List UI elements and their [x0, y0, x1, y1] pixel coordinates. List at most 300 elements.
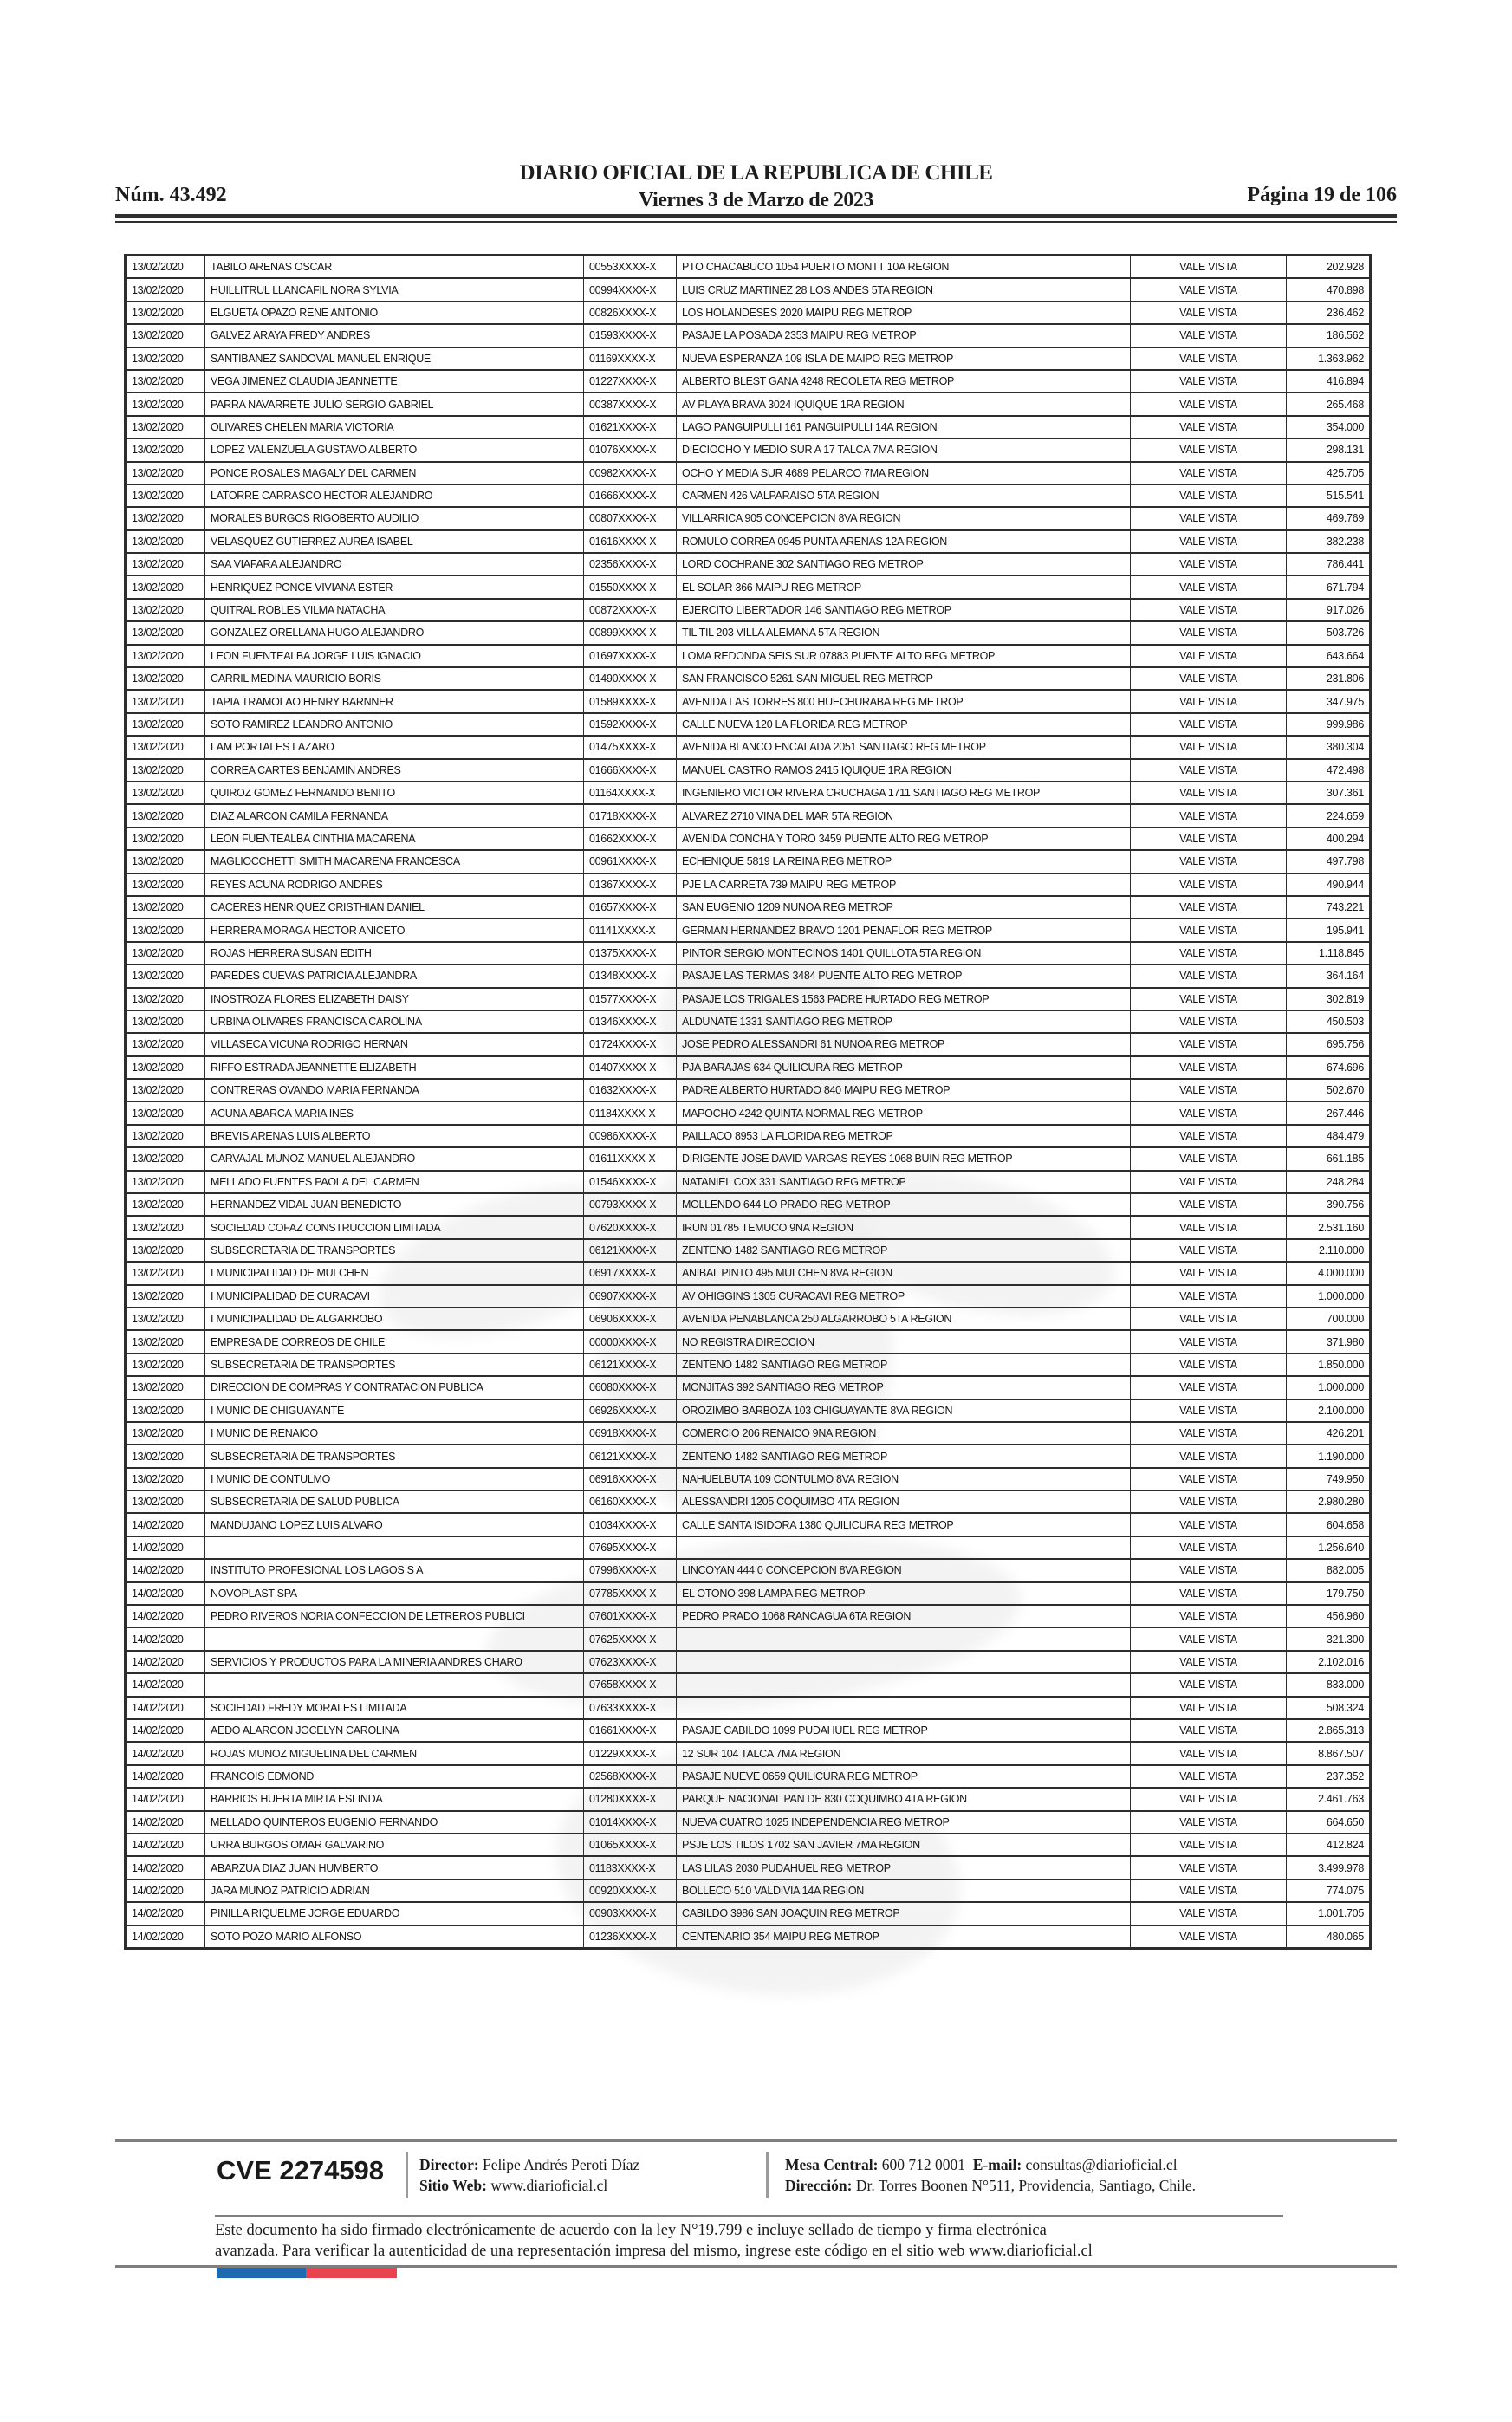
table-row: [126, 462, 1371, 484]
mesa-central-value: 600 712 0001: [881, 2156, 966, 2173]
table-row: [126, 1079, 1371, 1101]
cell-rut: 00826XXXX-X: [584, 302, 677, 324]
cell-name: SERVICIOS Y PRODUCTOS PARA LA MINERIA ANDRES CHARO: [205, 1651, 584, 1673]
cell-amount: 237.352: [1287, 1765, 1371, 1788]
cell-name: CACERES HENRIQUEZ CRISTHIAN DANIEL: [205, 896, 584, 919]
cell-name: INSTITUTO PROFESIONAL LOS LAGOS S A: [205, 1559, 584, 1581]
cell-address: [677, 1697, 1131, 1719]
cell-name: PEDRO RIVEROS NORIA CONFECCION DE LETREROS PUBLICI: [205, 1605, 584, 1627]
cell-address: [677, 1627, 1131, 1650]
cell-name: I MUNIC DE CHIGUAYANTE: [205, 1399, 584, 1422]
table-row: [126, 1285, 1371, 1308]
cell-name: OLIVARES CHELEN MARIA VICTORIA: [205, 416, 584, 438]
cell-name: VELASQUEZ GUTIERREZ AUREA ISABEL: [205, 530, 584, 553]
cell-amount: 265.468: [1287, 393, 1371, 415]
cell-date: 13/02/2020: [126, 438, 205, 461]
table-row: [126, 1033, 1371, 1055]
cell-address: IRUN 01785 TEMUCO 9NA REGION: [677, 1216, 1131, 1238]
cell-amount: 833.000: [1287, 1673, 1371, 1696]
cell-address: NO REGISTRA DIRECCION: [677, 1330, 1131, 1353]
cell-date: 14/02/2020: [126, 1536, 205, 1559]
chile-flag-bar: [217, 2268, 397, 2278]
cell-address: NATANIEL COX 331 SANTIAGO REG METROP: [677, 1171, 1131, 1193]
cell-name: HERNANDEZ VIDAL JUAN BENEDICTO: [205, 1193, 584, 1216]
cell-name: EMPRESA DE CORREOS DE CHILE: [205, 1330, 584, 1353]
cell-rut: 01141XXXX-X: [584, 919, 677, 941]
cell-amount: 364.164: [1287, 964, 1371, 987]
cell-doc-type: VALE VISTA: [1131, 507, 1287, 529]
cell-address: SAN FRANCISCO 5261 SAN MIGUEL REG METROP: [677, 667, 1131, 690]
cell-amount: 1.850.000: [1287, 1354, 1371, 1376]
cell-name: VILLASECA VICUNA RODRIGO HERNAN: [205, 1033, 584, 1055]
cell-date: 13/02/2020: [126, 1308, 205, 1330]
cell-date: 13/02/2020: [126, 759, 205, 782]
cell-date: 14/02/2020: [126, 1788, 205, 1810]
table-row: [126, 1056, 1371, 1079]
cell-name: I MUNIC DE CONTULMO: [205, 1468, 584, 1490]
cell-doc-type: VALE VISTA: [1131, 1422, 1287, 1445]
cell-amount: 416.894: [1287, 370, 1371, 393]
cell-doc-type: VALE VISTA: [1131, 1125, 1287, 1147]
cell-amount: 2.100.000: [1287, 1399, 1371, 1422]
cell-rut: 01632XXXX-X: [584, 1079, 677, 1101]
issue-number: Núm. 43.492: [115, 184, 227, 206]
cell-rut: 01475XXXX-X: [584, 736, 677, 758]
cell-date: 13/02/2020: [126, 1056, 205, 1079]
cell-rut: 02568XXXX-X: [584, 1765, 677, 1788]
cell-date: 13/02/2020: [126, 850, 205, 873]
cell-address: AV OHIGGINS 1305 CURACAVI REG METROP: [677, 1285, 1131, 1308]
table-row: [126, 1742, 1371, 1764]
cell-amount: 470.898: [1287, 278, 1371, 301]
cell-rut: 00920XXXX-X: [584, 1880, 677, 1902]
cell-date: 13/02/2020: [126, 873, 205, 896]
cell-amount: 502.670: [1287, 1079, 1371, 1101]
cell-address: LINCOYAN 444 0 CONCEPCION 8VA REGION: [677, 1559, 1131, 1581]
mesa-central-line: [785, 2154, 1196, 2175]
cell-doc-type: VALE VISTA: [1131, 1902, 1287, 1925]
cell-rut: 00903XXXX-X: [584, 1902, 677, 1925]
cell-name: SUBSECRETARIA DE SALUD PUBLICA: [205, 1490, 584, 1513]
cell-rut: 01169XXXX-X: [584, 347, 677, 370]
cell-rut: 06121XXXX-X: [584, 1354, 677, 1376]
cell-date: 13/02/2020: [126, 988, 205, 1010]
cell-address: BOLLECO 510 VALDIVIA 14A REGION: [677, 1880, 1131, 1902]
cell-amount: 236.462: [1287, 302, 1371, 324]
table-row: [126, 575, 1371, 598]
cell-rut: 01236XXXX-X: [584, 1925, 677, 1949]
cell-rut: 06080XXXX-X: [584, 1376, 677, 1399]
cell-date: 13/02/2020: [126, 1445, 205, 1467]
cell-amount: 1.001.705: [1287, 1902, 1371, 1925]
cell-rut: 00553XXXX-X: [584, 256, 677, 279]
cell-address: CENTENARIO 354 MAIPU REG METROP: [677, 1925, 1131, 1949]
cell-amount: 497.798: [1287, 850, 1371, 873]
cell-date: 13/02/2020: [126, 1422, 205, 1445]
cell-address: ZENTENO 1482 SANTIAGO REG METROP: [677, 1354, 1131, 1376]
table-row: [126, 713, 1371, 736]
cell-doc-type: VALE VISTA: [1131, 1559, 1287, 1581]
cell-amount: 412.824: [1287, 1834, 1371, 1856]
cell-rut: 01589XXXX-X: [584, 690, 677, 712]
direccion-value: Dr. Torres Boonen N°511, Providencia, Santiago, Chile.: [855, 2177, 1196, 2194]
cell-doc-type: VALE VISTA: [1131, 896, 1287, 919]
table-row: [126, 988, 1371, 1010]
cell-doc-type: VALE VISTA: [1131, 645, 1287, 667]
cell-address: LAGO PANGUIPULLI 161 PANGUIPULLI 14A REGION: [677, 416, 1131, 438]
cell-rut: 01661XXXX-X: [584, 1719, 677, 1742]
cell-doc-type: VALE VISTA: [1131, 1101, 1287, 1124]
cell-doc-type: VALE VISTA: [1131, 690, 1287, 712]
cell-doc-type: VALE VISTA: [1131, 1330, 1287, 1353]
cell-date: 13/02/2020: [126, 667, 205, 690]
cell-name: PINILLA RIQUELME JORGE EDUARDO: [205, 1902, 584, 1925]
cell-rut: 07633XXXX-X: [584, 1697, 677, 1719]
cell-rut: 01621XXXX-X: [584, 416, 677, 438]
cell-amount: 400.294: [1287, 828, 1371, 850]
cell-doc-type: VALE VISTA: [1131, 599, 1287, 621]
cell-amount: 774.075: [1287, 1880, 1371, 1902]
cell-doc-type: VALE VISTA: [1131, 438, 1287, 461]
cell-doc-type: VALE VISTA: [1131, 1627, 1287, 1650]
cell-doc-type: VALE VISTA: [1131, 713, 1287, 736]
table-row: [126, 896, 1371, 919]
cell-date: 13/02/2020: [126, 690, 205, 712]
cell-date: 13/02/2020: [126, 1216, 205, 1238]
table-row: [126, 645, 1371, 667]
cell-date: 13/02/2020: [126, 393, 205, 415]
cell-doc-type: VALE VISTA: [1131, 850, 1287, 873]
table-row: [126, 804, 1371, 827]
cell-doc-type: VALE VISTA: [1131, 621, 1287, 644]
cell-rut: 01348XXXX-X: [584, 964, 677, 987]
footer-divider: [406, 2152, 408, 2198]
cell-doc-type: VALE VISTA: [1131, 782, 1287, 804]
table-row: [126, 278, 1371, 301]
cell-name: VEGA JIMENEZ CLAUDIA JEANNETTE: [205, 370, 584, 393]
cell-amount: 786.441: [1287, 553, 1371, 575]
table-row: [126, 667, 1371, 690]
cell-amount: 4.000.000: [1287, 1262, 1371, 1284]
cell-name: ACUNA ABARCA MARIA INES: [205, 1101, 584, 1124]
table-row: [126, 507, 1371, 529]
table-row: [126, 736, 1371, 758]
cell-name: MAGLIOCCHETTI SMITH MACARENA FRANCESCA: [205, 850, 584, 873]
cell-address: AVENIDA LAS TORRES 800 HUECHURABA REG METROP: [677, 690, 1131, 712]
cell-date: 14/02/2020: [126, 1902, 205, 1925]
cell-date: 13/02/2020: [126, 553, 205, 575]
cell-rut: 01666XXXX-X: [584, 759, 677, 782]
cell-doc-type: VALE VISTA: [1131, 278, 1287, 301]
cell-address: NUEVA ESPERANZA 109 ISLA DE MAIPO REG METROP: [677, 347, 1131, 370]
table-row: [126, 1765, 1371, 1788]
table-row: [126, 942, 1371, 964]
cell-name: HENRIQUEZ PONCE VIVIANA ESTER: [205, 575, 584, 598]
cell-rut: 01229XXXX-X: [584, 1742, 677, 1764]
cell-date: 13/02/2020: [126, 1376, 205, 1399]
cell-amount: 248.284: [1287, 1171, 1371, 1193]
cell-address: PASAJE LAS TERMAS 3484 PUENTE ALTO REG METROP: [677, 964, 1131, 987]
cell-date: 13/02/2020: [126, 621, 205, 644]
cell-address: PAILLACO 8953 LA FLORIDA REG METROP: [677, 1125, 1131, 1147]
cell-date: 14/02/2020: [126, 1697, 205, 1719]
cell-doc-type: VALE VISTA: [1131, 1880, 1287, 1902]
cell-rut: 07601XXXX-X: [584, 1605, 677, 1627]
table-row: [126, 393, 1371, 415]
cell-amount: 3.499.978: [1287, 1856, 1371, 1879]
direccion-label: Dirección:: [785, 2177, 853, 2194]
cell-name: MORALES BURGOS RIGOBERTO AUDILIO: [205, 507, 584, 529]
cell-name: [205, 1627, 584, 1650]
table-row: [126, 302, 1371, 324]
table-row: [126, 1330, 1371, 1353]
cell-name: QUIROZ GOMEZ FERNANDO BENITO: [205, 782, 584, 804]
cell-doc-type: VALE VISTA: [1131, 1925, 1287, 1949]
cell-date: 13/02/2020: [126, 713, 205, 736]
table-row: [126, 1902, 1371, 1925]
cell-doc-type: VALE VISTA: [1131, 1765, 1287, 1788]
cell-address: JOSE PEDRO ALESSANDRI 61 NUNOA REG METROP: [677, 1033, 1131, 1055]
table-row: [126, 1399, 1371, 1422]
cell-date: 13/02/2020: [126, 530, 205, 553]
cell-rut: 00387XXXX-X: [584, 393, 677, 415]
table-row: [126, 370, 1371, 393]
cell-rut: 06906XXXX-X: [584, 1308, 677, 1330]
cell-doc-type: VALE VISTA: [1131, 370, 1287, 393]
cell-address: LORD COCHRANE 302 SANTIAGO REG METROP: [677, 553, 1131, 575]
table-row: [126, 919, 1371, 941]
cell-rut: 02356XXXX-X: [584, 553, 677, 575]
cell-address: LUIS CRUZ MARTINEZ 28 LOS ANDES 5TA REGION: [677, 278, 1131, 301]
cell-rut: 00793XXXX-X: [584, 1193, 677, 1216]
cell-date: 13/02/2020: [126, 1490, 205, 1513]
cell-address: ECHENIQUE 5819 LA REINA REG METROP: [677, 850, 1131, 873]
page-title: DIARIO OFICIAL DE LA REPUBLICA DE CHILE: [519, 161, 993, 185]
cell-doc-type: VALE VISTA: [1131, 1171, 1287, 1193]
cell-name: ROJAS MUNOZ MIGUELINA DEL CARMEN: [205, 1742, 584, 1764]
table-row: [126, 1239, 1371, 1262]
cell-date: 13/02/2020: [126, 1354, 205, 1376]
cell-rut: 06918XXXX-X: [584, 1422, 677, 1445]
cell-name: GALVEZ ARAYA FREDY ANDRES: [205, 324, 584, 347]
header-rule-thin: [115, 221, 1397, 223]
cell-date: 13/02/2020: [126, 462, 205, 484]
cell-name: MANDUJANO LOPEZ LUIS ALVARO: [205, 1513, 584, 1536]
director-line: [419, 2154, 639, 2175]
cell-date: 14/02/2020: [126, 1627, 205, 1650]
table-row: [126, 484, 1371, 507]
cell-address: AVENIDA CONCHA Y TORO 3459 PUENTE ALTO REG METROP: [677, 828, 1131, 850]
cell-name: SOCIEDAD COFAZ CONSTRUCCION LIMITADA: [205, 1216, 584, 1238]
cell-doc-type: VALE VISTA: [1131, 462, 1287, 484]
cell-amount: 674.696: [1287, 1056, 1371, 1079]
table-row: [126, 1856, 1371, 1879]
cell-rut: 01592XXXX-X: [584, 713, 677, 736]
footer-director-block: [419, 2154, 639, 2196]
cell-rut: 00961XXXX-X: [584, 850, 677, 873]
cell-rut: 00982XXXX-X: [584, 462, 677, 484]
cell-date: 13/02/2020: [126, 1330, 205, 1353]
table-row: [126, 1559, 1371, 1581]
cell-doc-type: VALE VISTA: [1131, 416, 1287, 438]
cell-amount: 179.750: [1287, 1582, 1371, 1605]
cell-name: [205, 1536, 584, 1559]
cell-amount: 224.659: [1287, 804, 1371, 827]
table-row: [126, 1193, 1371, 1216]
cell-date: 13/02/2020: [126, 507, 205, 529]
table-row: [126, 1308, 1371, 1330]
cell-rut: 01657XXXX-X: [584, 896, 677, 919]
cell-address: MANUEL CASTRO RAMOS 2415 IQUIQUE 1RA REGION: [677, 759, 1131, 782]
cell-doc-type: VALE VISTA: [1131, 324, 1287, 347]
cell-amount: 1.363.962: [1287, 347, 1371, 370]
table-row: [126, 964, 1371, 987]
cell-rut: 07625XXXX-X: [584, 1627, 677, 1650]
cell-rut: 01666XXXX-X: [584, 484, 677, 507]
table-row: [126, 1010, 1371, 1033]
cell-name: CONTRERAS OVANDO MARIA FERNANDA: [205, 1079, 584, 1101]
cell-address: ALBERTO BLEST GANA 4248 RECOLETA REG METROP: [677, 370, 1131, 393]
table-row: [126, 1376, 1371, 1399]
cell-name: [205, 1673, 584, 1696]
cell-rut: 00000XXXX-X: [584, 1330, 677, 1353]
cell-address: PTO CHACABUCO 1054 PUERTO MONTT 10A REGION: [677, 256, 1131, 279]
cell-amount: 749.950: [1287, 1468, 1371, 1490]
cell-rut: 06160XXXX-X: [584, 1490, 677, 1513]
cell-name: SANTIBANEZ SANDOVAL MANUEL ENRIQUE: [205, 347, 584, 370]
cell-rut: 01407XXXX-X: [584, 1056, 677, 1079]
cell-name: CARVAJAL MUNOZ MANUEL ALEJANDRO: [205, 1147, 584, 1170]
cell-doc-type: VALE VISTA: [1131, 804, 1287, 827]
email-label: E-mail:: [972, 2156, 1022, 2173]
cell-rut: 01697XXXX-X: [584, 645, 677, 667]
header-rule-thick: [115, 214, 1397, 218]
cell-date: 13/02/2020: [126, 1239, 205, 1262]
cell-date: 14/02/2020: [126, 1880, 205, 1902]
cell-amount: 999.986: [1287, 713, 1371, 736]
cell-address: SAN EUGENIO 1209 NUNOA REG METROP: [677, 896, 1131, 919]
cell-doc-type: VALE VISTA: [1131, 736, 1287, 758]
cell-name: LOPEZ VALENZUELA GUSTAVO ALBERTO: [205, 438, 584, 461]
cell-rut: 01718XXXX-X: [584, 804, 677, 827]
cell-rut: 06121XXXX-X: [584, 1445, 677, 1467]
cell-rut: 01014XXXX-X: [584, 1811, 677, 1834]
table-row: [126, 347, 1371, 370]
sitio-web-label: Sitio Web:: [419, 2177, 487, 2194]
table-row: [126, 1125, 1371, 1147]
cell-amount: 2.980.280: [1287, 1490, 1371, 1513]
table-row: [126, 1490, 1371, 1513]
cell-name: MELLADO FUENTES PAOLA DEL CARMEN: [205, 1171, 584, 1193]
cell-address: EL SOLAR 366 MAIPU REG METROP: [677, 575, 1131, 598]
table-row: [126, 1101, 1371, 1124]
cell-name: PONCE ROSALES MAGALY DEL CARMEN: [205, 462, 584, 484]
cell-doc-type: VALE VISTA: [1131, 873, 1287, 896]
cell-doc-type: VALE VISTA: [1131, 1399, 1287, 1422]
cell-rut: 00807XXXX-X: [584, 507, 677, 529]
cell-name: SOTO POZO MARIO ALFONSO: [205, 1925, 584, 1949]
cell-rut: 01065XXXX-X: [584, 1834, 677, 1856]
cell-address: MAPOCHO 4242 QUINTA NORMAL REG METROP: [677, 1101, 1131, 1124]
cell-address: ALESSANDRI 1205 COQUIMBO 4TA REGION: [677, 1490, 1131, 1513]
cell-doc-type: VALE VISTA: [1131, 393, 1287, 415]
legal-line-2: avanzada. Para verificar la autenticidad de una representación impresa del mismo, ingrese este código en el sitio web www.diarioficial.cl: [215, 2243, 1093, 2260]
cell-address: NAHUELBUTA 109 CONTULMO 8VA REGION: [677, 1468, 1131, 1490]
cell-name: AEDO ALARCON JOCELYN CAROLINA: [205, 1719, 584, 1742]
cell-amount: 298.131: [1287, 438, 1371, 461]
cell-address: ALVAREZ 2710 VINA DEL MAR 5TA REGION: [677, 804, 1131, 827]
cell-rut: 01616XXXX-X: [584, 530, 677, 553]
direccion-line: [785, 2175, 1196, 2196]
cell-name: DIAZ ALARCON CAMILA FERNANDA: [205, 804, 584, 827]
cell-amount: 195.941: [1287, 919, 1371, 941]
cell-doc-type: VALE VISTA: [1131, 302, 1287, 324]
cell-address: PEDRO PRADO 1068 RANCAGUA 6TA REGION: [677, 1605, 1131, 1627]
cell-name: GONZALEZ ORELLANA HUGO ALEJANDRO: [205, 621, 584, 644]
cell-name: I MUNICIPALIDAD DE MULCHEN: [205, 1262, 584, 1284]
table-row: [126, 530, 1371, 553]
cell-name: BARRIOS HUERTA MIRTA ESLINDA: [205, 1788, 584, 1810]
cell-date: 13/02/2020: [126, 1262, 205, 1284]
cell-rut: 01367XXXX-X: [584, 873, 677, 896]
table-row: [126, 1719, 1371, 1742]
cell-doc-type: VALE VISTA: [1131, 1742, 1287, 1764]
cell-amount: 503.726: [1287, 621, 1371, 644]
cell-rut: 06917XXXX-X: [584, 1262, 677, 1284]
cell-date: 13/02/2020: [126, 484, 205, 507]
table-row: [126, 1445, 1371, 1467]
table-row: [126, 1422, 1371, 1445]
cell-date: 13/02/2020: [126, 347, 205, 370]
cell-doc-type: VALE VISTA: [1131, 1147, 1287, 1170]
cell-date: 13/02/2020: [126, 370, 205, 393]
cell-doc-type: VALE VISTA: [1131, 1079, 1287, 1101]
cell-doc-type: VALE VISTA: [1131, 1354, 1287, 1376]
cell-address: OROZIMBO BARBOZA 103 CHIGUAYANTE 8VA REGION: [677, 1399, 1131, 1422]
cell-doc-type: VALE VISTA: [1131, 1445, 1287, 1467]
cell-amount: 1.118.845: [1287, 942, 1371, 964]
cell-rut: 07695XXXX-X: [584, 1536, 677, 1559]
table-row: [126, 828, 1371, 850]
cell-name: MELLADO QUINTEROS EUGENIO FERNANDO: [205, 1811, 584, 1834]
cell-amount: 2.110.000: [1287, 1239, 1371, 1262]
cell-doc-type: VALE VISTA: [1131, 1056, 1287, 1079]
table-row: [126, 1788, 1371, 1810]
cell-address: LOS HOLANDESES 2020 MAIPU REG METROP: [677, 302, 1131, 324]
cell-address: PADRE ALBERTO HURTADO 840 MAIPU REG METROP: [677, 1079, 1131, 1101]
cell-doc-type: VALE VISTA: [1131, 1856, 1287, 1879]
cell-date: 14/02/2020: [126, 1834, 205, 1856]
cell-date: 13/02/2020: [126, 302, 205, 324]
cell-address: PJE LA CARRETA 739 MAIPU REG METROP: [677, 873, 1131, 896]
cell-address: EJERCITO LIBERTADOR 146 SANTIAGO REG METROP: [677, 599, 1131, 621]
cell-doc-type: VALE VISTA: [1131, 1308, 1287, 1330]
cell-date: 13/02/2020: [126, 1010, 205, 1033]
cell-amount: 307.361: [1287, 782, 1371, 804]
payments-table: [124, 254, 1372, 1950]
cell-amount: 2.865.313: [1287, 1719, 1371, 1742]
cell-name: JARA MUNOZ PATRICIO ADRIAN: [205, 1880, 584, 1902]
cell-address: CALLE SANTA ISIDORA 1380 QUILICURA REG METROP: [677, 1513, 1131, 1536]
cell-amount: 267.446: [1287, 1101, 1371, 1124]
table-row: [126, 690, 1371, 712]
cell-amount: 426.201: [1287, 1422, 1371, 1445]
cell-address: AVENIDA PENABLANCA 250 ALGARROBO 5TA REGION: [677, 1308, 1131, 1330]
cell-amount: 1.256.640: [1287, 1536, 1371, 1559]
cell-amount: 1.000.000: [1287, 1285, 1371, 1308]
cell-name: LEON FUENTEALBA CINTHIA MACARENA: [205, 828, 584, 850]
cell-date: 14/02/2020: [126, 1513, 205, 1536]
